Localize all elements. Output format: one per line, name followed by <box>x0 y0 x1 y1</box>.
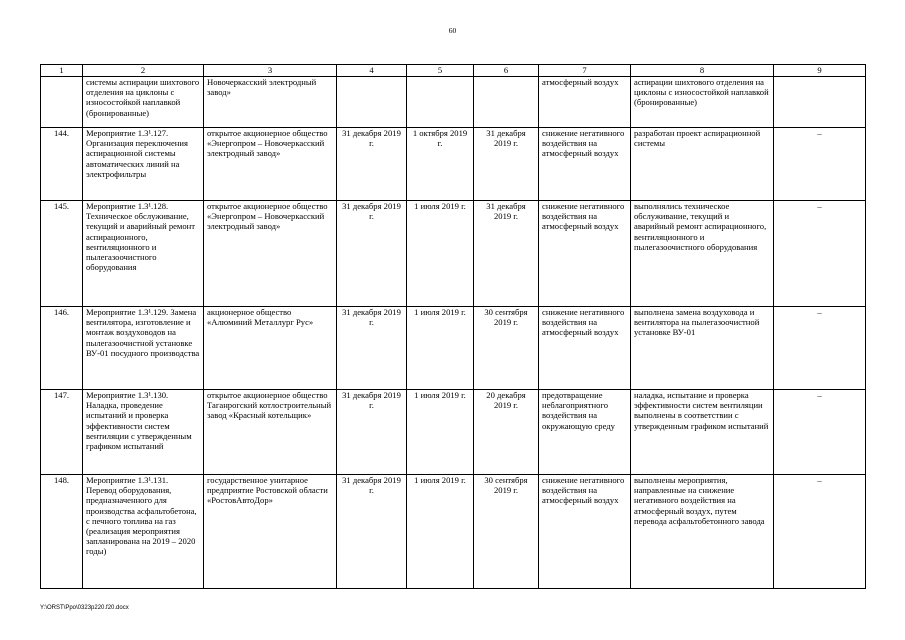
row-number: 144. <box>41 128 83 201</box>
planned-date: 31 декабря 2019 г. <box>337 128 407 201</box>
table-row <box>41 77 866 128</box>
end-date: 31 декабря 2019 г. <box>474 128 539 201</box>
table-row <box>41 390 866 475</box>
start-date <box>407 77 474 128</box>
planned-date: 31 декабря 2019 г. <box>337 390 407 475</box>
expected-result: атмосферный воздух <box>539 77 631 128</box>
problems: – <box>774 475 866 589</box>
executor: Новочеркасский электродный завод» <box>204 77 337 128</box>
report-table <box>40 64 866 589</box>
page-number: 60 <box>448 26 457 35</box>
actual-result: выполнены мероприятия, направленные на снижение негативного воздействия на атмосферный воздух, путем перевода асфальтобетонного завода <box>631 475 774 589</box>
start-date: 1 июля 2019 г. <box>407 475 474 589</box>
expected-result: снижение негативного воздействия на атмосферный воздух <box>539 475 631 589</box>
end-date: 31 декабря 2019 г. <box>474 201 539 307</box>
measure-description: Мероприятие 1.3¹.130. Наладка, проведение испытаний и проверка эффективности систем вентиляции с утвержденным графиком испытаний <box>83 390 204 475</box>
measure-description: Мероприятие 1.3¹.128. Техническое обслуживание, текущий и аварийный ремонт аспирационного, вентиляционного и пылегазоочистного оборудования <box>83 201 204 307</box>
measure-description: Мероприятие 1.3¹.127. Организация переключения аспирационной системы автоматических линий на электрофильтры <box>83 128 204 201</box>
measure-description: Мероприятие 1.3¹.129. Замена вентилятора, изготовление и монтаж воздуховодов на пылегазоочистной установке ВУ-01 посудного производства <box>83 307 204 390</box>
problems: – <box>774 201 866 307</box>
end-date <box>474 77 539 128</box>
column-number: 1 <box>41 65 83 77</box>
executor: открытое акционерное общество «Энергопром – Новочеркасский электродный завод» <box>204 201 337 307</box>
row-number <box>41 77 83 128</box>
expected-result: снижение негативного воздействия на атмосферный воздух <box>539 128 631 201</box>
row-number: 147. <box>41 390 83 475</box>
table-row <box>41 475 866 589</box>
column-number: 7 <box>539 65 631 77</box>
end-date: 20 декабря 2019 г. <box>474 390 539 475</box>
row-number: 146. <box>41 307 83 390</box>
planned-date: 31 декабря 2019 г. <box>337 307 407 390</box>
expected-result: снижение негативного воздействия на атмосферный воздух <box>539 201 631 307</box>
executor: открытое акционерное общество Таганрогский котлостроительный завод «Красный котельщик» <box>204 390 337 475</box>
executor: акционерное общество «Алюминий Металлург Рус» <box>204 307 337 390</box>
column-number: 2 <box>83 65 204 77</box>
actual-result: выполнялись техническое обслуживание, текущий и аварийный ремонт аспирационного, вентиляционного и пылегазоочистного оборудования <box>631 201 774 307</box>
row-number: 148. <box>41 475 83 589</box>
end-date: 30 сентября 2019 г. <box>474 307 539 390</box>
table-row <box>41 307 866 390</box>
problems <box>774 77 866 128</box>
footer-file-path: Y:\ORST\Ppo\0323p220.f20.docx <box>40 605 129 611</box>
table-row <box>41 128 866 201</box>
column-number: 3 <box>204 65 337 77</box>
start-date: 1 июля 2019 г. <box>407 307 474 390</box>
column-number: 4 <box>337 65 407 77</box>
column-number: 8 <box>631 65 774 77</box>
column-number: 6 <box>474 65 539 77</box>
actual-result: разработан проект аспирационной системы <box>631 128 774 201</box>
start-date: 1 июля 2019 г. <box>407 201 474 307</box>
problems: – <box>774 390 866 475</box>
expected-result: предотвращение неблагоприятного воздействия на окружающую среду <box>539 390 631 475</box>
start-date: 1 июля 2019 г. <box>407 390 474 475</box>
planned-date: 31 декабря 2019 г. <box>337 475 407 589</box>
start-date: 1 октября 2019 г. <box>407 128 474 201</box>
column-number: 5 <box>407 65 474 77</box>
actual-result: аспирации шихтового отделения на циклоны с износостойкой наплавкой (бронированные) <box>631 77 774 128</box>
actual-result: выполнена замена воздуховода и вентилятора на пылегазоочистной установке ВУ-01 <box>631 307 774 390</box>
expected-result: снижение негативного воздействия на атмосферный воздух <box>539 307 631 390</box>
column-number: 9 <box>774 65 866 77</box>
planned-date <box>337 77 407 128</box>
planned-date: 31 декабря 2019 г. <box>337 201 407 307</box>
table-row <box>41 201 866 307</box>
executor: государственное унитарное предприятие Ростовской области «РостовАвтоДор» <box>204 475 337 589</box>
row-number: 145. <box>41 201 83 307</box>
measure-description: Мероприятие 1.3¹.131. Перевод оборудования, предназначенного для производства асфальтобетона, с печного топлива на газ (реализация мероприятия запланирована на 2019 – 2020 годы) <box>83 475 204 589</box>
measure-description: системы аспирации шихтового отделения на циклоны с износостойкой наплавкой (бронированные) <box>83 77 204 128</box>
executor: открытое акционерное общество «Энергопром – Новочеркасский электродный завод» <box>204 128 337 201</box>
column-number-row <box>41 65 866 77</box>
end-date: 30 сентября 2019 г. <box>474 475 539 589</box>
problems: – <box>774 128 866 201</box>
problems: – <box>774 307 866 390</box>
actual-result: наладка, испытание и проверка эффективности систем вентиляции выполнены в соответствии с утвержденным графиком испытаний <box>631 390 774 475</box>
